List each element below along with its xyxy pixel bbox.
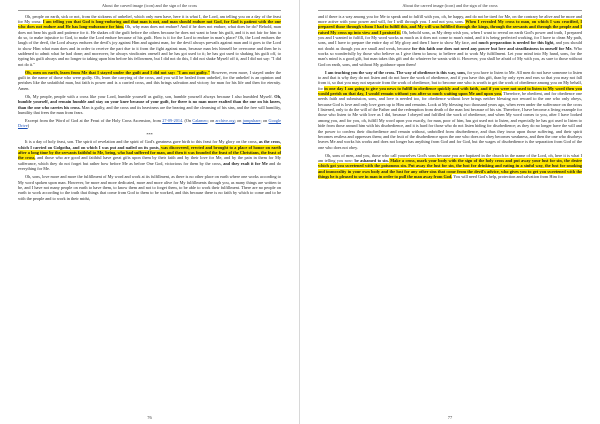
- right-page-body: [318, 14, 582, 180]
- right-page: [300, 0, 600, 424]
- bold-text: as the cross, which I carried on Golgotha, and on which I was put and nailed on its posts,: [18, 139, 281, 150]
- paragraph: Oh, people on earth, sick or not, from the sickness of unbelief, which only men have, here it is what I, the Lord, am telling you on a day of the feast for My cross: I am telling you that God is long-enduring and that man is not, and man should endure not God, for God is patient with the one who does not endure and He has long-endurance for him. Oh, why man does not endure? And if he does not endure, what does he do? Behold, man does not bear his guilt and patience for it. He shakes off the guilt before the others because he does not want to bear his guilt, and it is not fair for him to do so, to make injustice to God, to make the Lord endure because of his guilt. How is it for the Lord to endure in man's place? Oh, the Lord endures the laugh of the devil, the Lord always endures the devil's joy against Him and against man, for the devil always prevails against man and it goes to the Lord to show Him what man does and in order to receive the part due to it from the fight against man, because man lets himself be overcome and then he is saddened to admit what he had done; and moreover, he always vindicates oneself and he has got used to it; he has got used to shaking his guilt off, to typing his guilt always and no longer to taking upon him before his fellowmen, but I did not do this, I did not shake Myself off it, and I did not say: "I did not do it.": [18, 13, 281, 67]
- paragraph: and if there is a way among you for Me to speak and to fulfill with you, oh, be happy, and do not be tired for Me, on the contrary be alive and be more and more active with your power and will, for I will through you. I and not you, sons. When I revealed My cross to man, on which I was crucified, I prepared those through whom I had to fulfill this, and My will was fulfilled through the kings, through the servants and through the people and I raised My cross up into view and I praised it. Oh, behold sons, as My deep wish you, when I want to reveal on earth God's power and truth, I prepared you and I wanted to fulfill, for My word works as much as it does not come to man's mind, and it is being perfected working, for I have to clean My path, sons, and I have to prepare the entire day of My glory and then I have to show My face, and much preparation is needed for this light, and you should not doubt as though you are small and weak, because for this faith one does not need any power but love and steadfastness in oneself for Me. Who works so wonderfully by those who believe as I give them to know, to believe and to work My fulfillment. Let your mind into My hand, sons, for the man's mind is a good gift, but man takes this gift and do whatever he wants with it. However, you shall be afraid of My with you, as sure to those without God on earth, sons, and without My guidance upon them!: [318, 13, 583, 67]
- page-number: 77: [447, 415, 453, 420]
- running-header: About the carved image (icon) and the sign of the cross: [18, 3, 281, 11]
- highlighted-text: I am telling you that God is long-enduring and that man is not, and man should endure not God, for God is patient with the one who does not endure and He has long-endurance for him.: [18, 18, 281, 30]
- bold-text: be ashamed to sin.: [354, 158, 389, 164]
- paragraph: Oh, sons, love more and more the fulfillment of My word and work at its fulfillment, as there is no other place on earth where one works according to My word spoken upon man. However, be more and more dedicated, more and more alive for My fulfillments through you, as many things are written to be, and I have not many people on earth to have them, to know them and not to forget them, to be able to work their fulfillment. There are no people on earth to work according to the truth that things that come from God to them to be worked, and this because there is no faith by which to come and to be with the people and to work in their midst,: [18, 174, 281, 201]
- archive-org-link[interactable]: archive.org: [215, 118, 235, 124]
- google-drive-link[interactable]: Google Drive: [18, 118, 282, 129]
- highlighted-text: Make a cross, mark your body with the sign of the holy cross and put away your lust for sin, the desire which got you sweetened with the poisonous sin. Put away the lust for sin, the lust for drinking and eating in a sinful way, the lust for smoking and immorality in your own body and the lust for any other sins that come from the devil's advice, who gives you to get you sweetened with the things he is pleased to see in man in order to pull the man away from God.: [318, 158, 582, 180]
- highlighted-text: was discovered, erected and brought to a place of honor on earth after a long time by the servants faithful to Me, being, who had suffered for man, and then it was founded the feast of the Christians, the feast of the cross,: [18, 144, 281, 161]
- bold-text: I am teaching you the way of the cross. The way of obedience is this way, sons,: [325, 69, 467, 75]
- bold-text: much preparation is needed for this light,: [478, 40, 555, 46]
- jumpshare-link[interactable]: jumpshare: [242, 118, 261, 124]
- page-number: 76: [147, 415, 152, 420]
- calameo-link[interactable]: Calameo: [192, 118, 208, 124]
- excerpt-source: Excerpt from the Word of God at the Feast of the Holy Cross Ascension, from 27-09-2014. (On Calameo; on archive.org; on jumpshare; on Google Drive): [18, 118, 282, 129]
- bold-text: Oh, humble yourself, and remain humble and stay on your knee because of your guilt, for there is no man more exalted than the one on his knees, than the one who carries his cross.: [18, 93, 281, 110]
- section-separator: ***: [146, 131, 153, 137]
- bold-text: and they exalt it for Me: [223, 160, 268, 166]
- paragraph: Oh, men on earth, learn from Me that I stayed under the guilt and I did not say: "I am not guilty." However, even more, I stayed under the guilt in the name of those who were guilty. Oh, learn the carrying of the cross, and you will be healed from unbelief, for the unbelief is an opinion and perishes like the unfaithful man, but faith is power and is a carried cross, and this brings salvation and victory for man for his life and then for eternity. Amen.: [18, 69, 281, 91]
- paragraph: Oh, sons of men, and you, those who call yourselves God's sons because you are baptized in the church in the name of the Lord, oh, here it is what I am telling you now: be ashamed to sin. Make a cross, mark your body with the sign of the holy cross and put away your lust for sin, the desire which got you sweetened with the poisonous sin. Put away the lust for sin, the lust for drinking and eating in a sinful way, the lust for smoking and immorality in your own body and the lust for any other sins that come from the devil's advice, who gives you to get you sweetened with the things he is pleased to see in man in order to pull the man away from God. You will need God's help, protection and salvation from Him for: [318, 152, 582, 180]
- bold-text: for this faith one does not need any power but love and steadfastness in oneself for Me.: [412, 45, 573, 51]
- running-header: About the carved image (icon) and the sign of the cross: [318, 3, 582, 11]
- left-page-body: [18, 14, 281, 201]
- highlighted-text: in one day I am going to give you news to fulfill in obedience quickly and with faith, and if you were not used to listen to My word then you would perish on that day, I would remain without you after so much waiting upon Me and upon you.: [318, 85, 582, 97]
- highlighted-text: When I revealed My cross to man, on which I was crucified, I prepared those through whom I had to fulfill this, and My will was fulfilled through the kings, through the servants and through the people and I raised My cross up into view and I praised it.: [318, 18, 582, 35]
- highlighted-text: Oh, men on earth, learn from Me that I stayed under the guilt and I did not say: "I am not guilty.": [25, 69, 210, 75]
- paragraph: I am teaching you the way of the cross. The way of obedience is this way, sons, for you have to listen to Me. All men do not have someone to listen to and that is why they do not listen and do not have the work of obedience, and if you have this gift, than by only eyes and ears so that you may not fall from it, so that you may not separate from the work of obedience, but to become one who is worth to get the work of obedience among you on My behalf, for in one day I am going to give you news to fulfill in obedience quickly and with faith, and if you were not used to listen to My word then you would perish on that day, I would remain without you after so much waiting upon Me and upon you. Therefore, be obedient, and for obedience one needs faith and submission, sons, and love is needed too, for obedience without love brings neither blessing nor reward to the one who only obeys, because God is love and only love goes up to Him and remains. Look at My blessing two thousand years ago, when even under the sufferance on the cross I listened, only to do the will of the Father and the redemption from death of the man lost because of his sin. Therefore, I have become a living example for those who listen to Me with love as I did, because I obeyed and fulfilled the work of obedience, and when My word comes to you, after I have looked among you, and for you, oh, fulfill My word upon you exactly, for man, poor of him, has got used not to listen, and especially he has got used to listen to hide from those around him with his disobedience, and it is hard for those who do not listen hiding for disobedience; as they do no longer have the will and the power to confess their disobedience and remain without, unbridled from disobedience, and thus they incur upon those suffering, and their spirit becomes restless and oppresses them; and the fruit of the disobedience upon the one who does not obey becomes weakness, and then the one who disobeys leaves Me and works his works and does not longer has anything from God and for God, but the wages of disobedience is the separation from God of the one who does not obey.: [318, 69, 582, 150]
- paragraph: Oh, My people, people with a cross like your Lord, humble yourself as guilty, son, humble yourself always because I also humbled Myself. Oh, humble yourself, and remain humble and stay on your knee because of your guilt, for there is no man more exalted than the one on his knees, than the one who carries his cross. Man is guilty, and the cross and its heaviness are the bearing and the cleansing of his sins, and the free will humility, humility that frees the man from fears.: [18, 93, 281, 115]
- date-link[interactable]: 27-09-2014: [162, 118, 183, 124]
- paragraph: It is a day of holy feast, son. The spirit of revelation and the spirit of God's greatness gave birth to this feast for My glory on the cross, as the cross, which I carried on Golgotha, and on which I was put and nailed on its posts, was discovered, erected and brought to a place of honor on earth after a long time by the servants faithful to Me, being, who had suffered for man, and then it was founded the feast of the Christians, the feast of the cross, and those who are good and faithful have great gifts upon them by their faith and by their love for Me, and by the pain in them for My sufferance, which they do not forget but rather bow before Me as before One God, victorious for them by the cross, and they exalt it for Me and do everything for Me.: [18, 139, 281, 172]
